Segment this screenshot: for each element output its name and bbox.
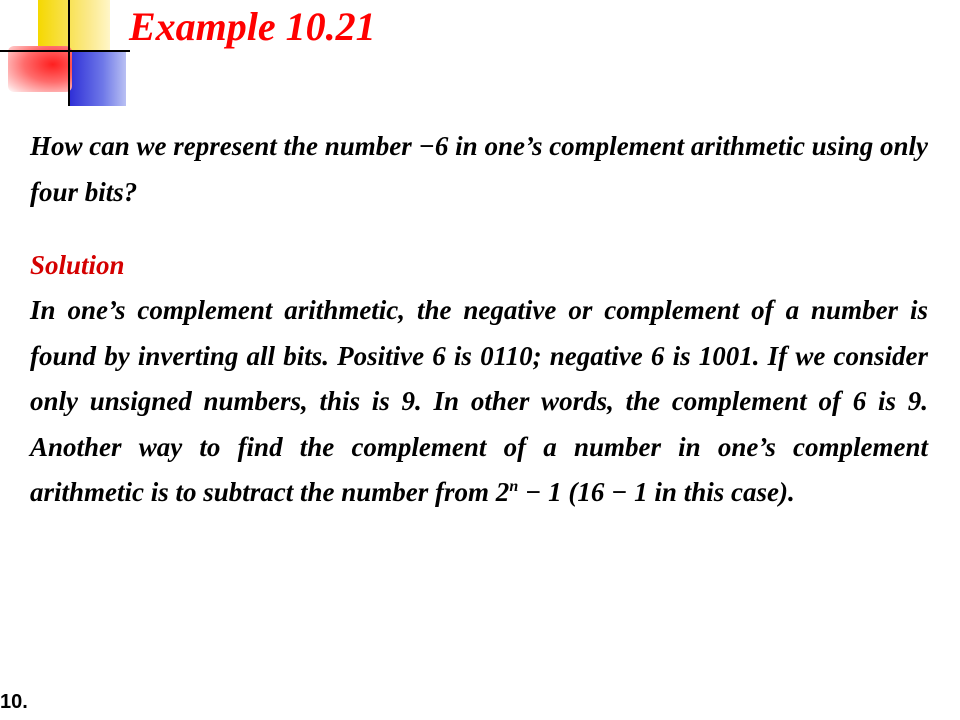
solution-heading <box>30 243 928 288</box>
solution-exponent: n <box>509 478 519 495</box>
page-number: 10. <box>0 691 28 713</box>
solution-heading-label: Solution <box>30 250 125 280</box>
solution-text <box>30 288 928 516</box>
slide-logo-graphic <box>0 0 130 110</box>
solution-body-tail: − 1 (16 − 1 in this case). <box>518 477 795 507</box>
solution-body-main: In one’s complement arithmetic, the negative or complement of a number is found by inverting all bits. Positive 6 is 0110; negative 6 is 1001. If we consider only unsigned numbers, this is 9. In other words, the complement of 6 is 9. Another way to find the complement of a number in one’s complement arithmetic is to subtract the number from 2 <box>30 295 928 507</box>
logo-horizontal-line <box>0 50 130 52</box>
logo-yellow-block <box>38 0 110 52</box>
logo-red-block <box>8 46 72 92</box>
slide-title: Example 10.21 <box>129 4 376 49</box>
question-text: How can we represent the number −6 in one’s complement arithmetic using only four bits? <box>30 131 928 207</box>
logo-blue-block <box>68 52 126 106</box>
logo-vertical-line <box>68 0 70 106</box>
